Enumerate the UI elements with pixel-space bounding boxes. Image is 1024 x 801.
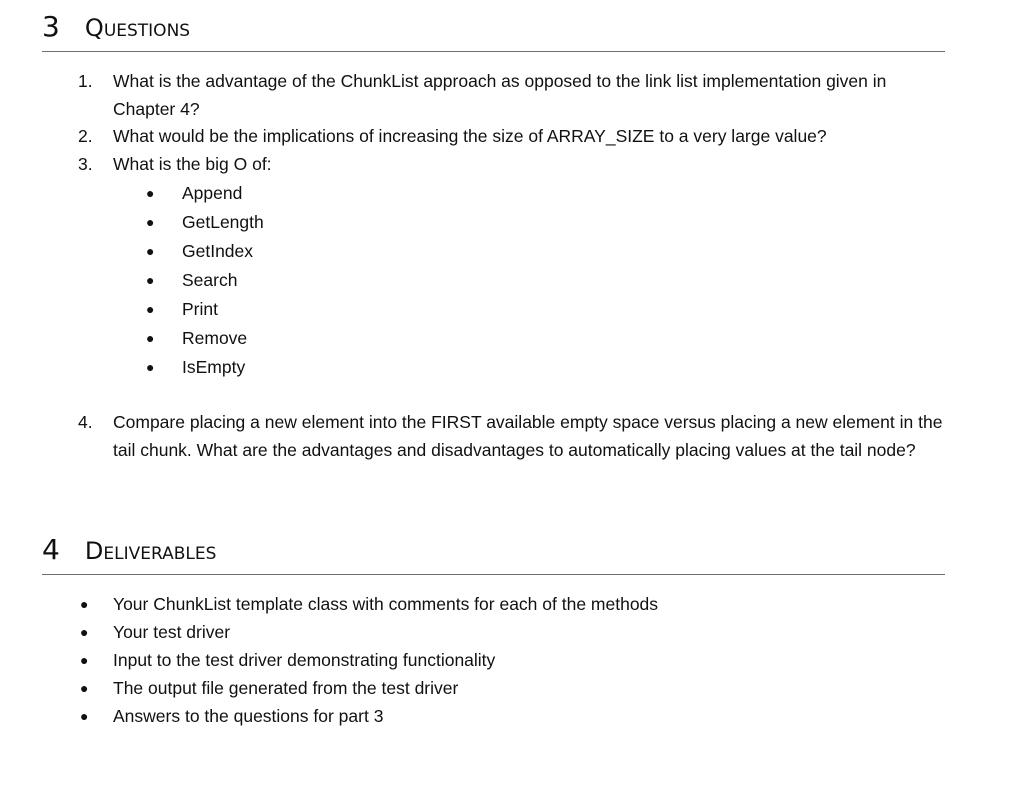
deliverable-text: The output file generated from the test driver [113, 678, 459, 698]
list-item [146, 237, 264, 266]
method-name: GetIndex [182, 241, 254, 261]
bullet-icon: ● [146, 330, 155, 346]
question-text: What is the big O of: [113, 154, 272, 174]
list-item [146, 324, 264, 353]
list-item [146, 266, 264, 295]
method-name: IsEmpty [182, 357, 246, 377]
big-o-method-list [146, 179, 264, 382]
question-number: 4. [78, 412, 93, 432]
bullet-icon: ● [80, 624, 89, 640]
bullet-icon: ● [146, 214, 155, 230]
list-item [80, 702, 658, 730]
bullet-icon: ● [146, 359, 155, 375]
bullet-icon: ● [146, 185, 155, 201]
questions-section-number: 3 [42, 10, 60, 43]
deliverables-section-heading [42, 530, 945, 575]
bullet-icon: ● [146, 272, 155, 288]
deliverables-list [80, 590, 658, 730]
list-item [80, 646, 658, 674]
bullet-icon: ● [80, 680, 89, 696]
question-text: Compare placing a new element into the FIRST available empty space versus placing a new element in the tail chunk. What are the advantages and disadvantages to automatically placing values at the tail node? [113, 412, 943, 460]
list-item [146, 295, 264, 324]
questions-section-title: Questions [84, 14, 191, 42]
method-name: Search [182, 270, 238, 290]
deliverables-section-title: Deliverables [84, 537, 217, 565]
question-item-1 [78, 67, 948, 123]
question-text: What would be the implications of increasing the size of ARRAY_SIZE to a very large value? [113, 126, 827, 146]
deliverable-text: Answers to the questions for part 3 [113, 706, 384, 726]
question-item-4 [78, 408, 948, 464]
question-text: What is the advantage of the ChunkList approach as opposed to the link list implementation given in Chapter 4? [113, 71, 887, 119]
bullet-icon: ● [80, 596, 89, 612]
question-number: 2. [78, 126, 93, 146]
questions-section-heading [42, 8, 945, 52]
list-item [80, 590, 658, 618]
list-item [146, 353, 264, 382]
deliverable-text: Your test driver [113, 622, 231, 642]
question-item-2 [78, 122, 948, 150]
method-name: Append [182, 183, 243, 203]
bullet-icon: ● [80, 708, 89, 724]
bullet-icon: ● [146, 301, 155, 317]
deliverables-section-number: 4 [42, 533, 60, 566]
method-name: GetLength [182, 212, 264, 232]
method-name: Remove [182, 328, 248, 348]
list-item [80, 674, 658, 702]
bullet-icon: ● [146, 243, 155, 259]
bullet-icon: ● [80, 652, 89, 668]
question-number: 3. [78, 154, 93, 174]
list-item [80, 618, 658, 646]
method-name: Print [182, 299, 218, 319]
deliverable-text: Your ChunkList template class with comments for each of the methods [113, 594, 659, 614]
list-item [146, 179, 264, 208]
deliverable-text: Input to the test driver demonstrating functionality [113, 650, 496, 670]
question-item-3 [78, 150, 948, 178]
list-item [146, 208, 264, 237]
question-number: 1. [78, 71, 93, 91]
